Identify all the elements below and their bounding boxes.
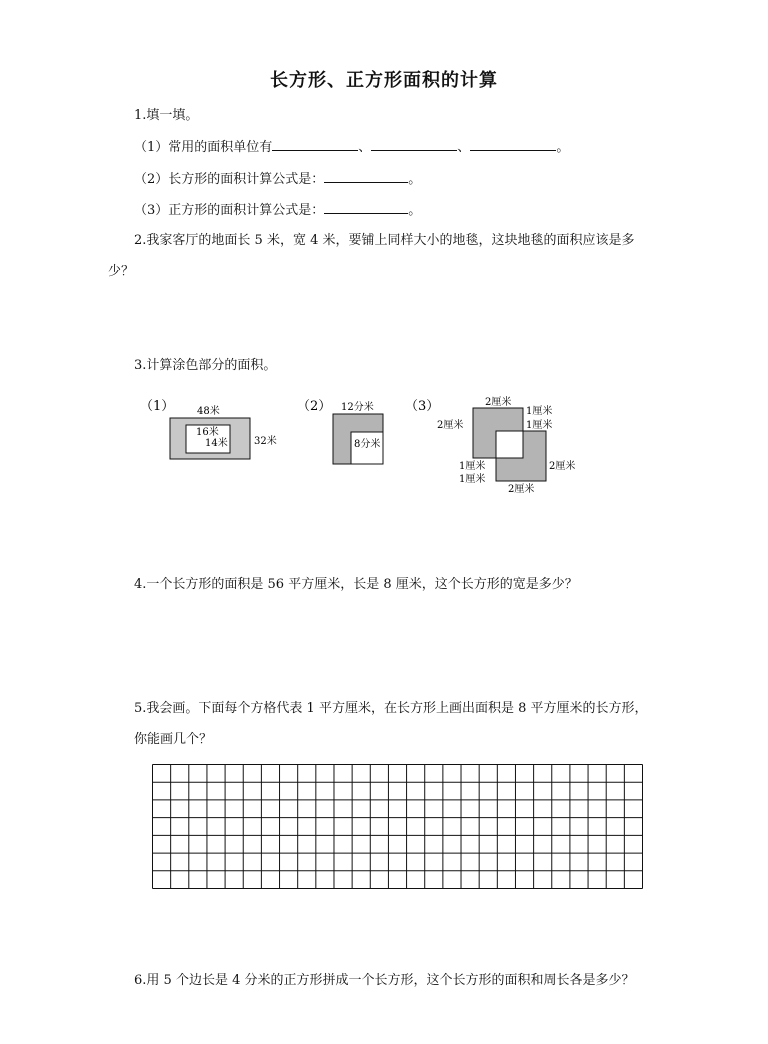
answer-blank-5[interactable] — [324, 201, 408, 214]
figure-1-inner-width: 16米 — [196, 427, 219, 438]
figure-2-inner-side: 8分米 — [354, 439, 381, 450]
figure-3-right-label-1: 1厘米 — [526, 406, 553, 417]
page-title: 长方形、正方形面积的计算 — [270, 70, 498, 91]
shaded-area-figures — [0, 388, 768, 500]
question-1-label: 1.填一填。 — [134, 108, 199, 123]
sub-3-prefix: （3）正方形的面积计算公式是： — [134, 203, 325, 218]
sentence-end: 。 — [408, 203, 422, 218]
square-grid[interactable] — [152, 764, 644, 890]
figure-1-number: （1） — [140, 399, 175, 414]
separator: 、 — [457, 140, 471, 155]
answer-blank-4[interactable] — [324, 170, 408, 183]
figure-2-number: （2） — [297, 399, 332, 414]
figure-3-left-label-1: 1厘米 — [459, 461, 486, 472]
question-6: 6.用 5 个边长是 4 分米的正方形拼成一个长方形，这个长方形的面积和周长各是多少？ — [134, 973, 635, 988]
figure-3-right-label: 2厘米 — [549, 461, 576, 472]
sentence-end: 。 — [408, 172, 422, 187]
figure-3-overlap-square — [496, 431, 523, 458]
question-5-line-1: 5.我会画。下面每个方格代表 1 平方厘米，在长方形上画出面积是 8 平方厘米的长方形， — [134, 701, 648, 716]
figure-3-left-label: 2厘米 — [437, 420, 464, 431]
answer-blank-2[interactable] — [371, 138, 457, 151]
sub-2-prefix: （2）长方形的面积计算公式是： — [134, 172, 325, 187]
figure-3-number: （3） — [405, 399, 440, 414]
answer-blank-1[interactable] — [272, 138, 358, 151]
question-3-label: 3.计算涂色部分的面积。 — [134, 358, 277, 373]
figure-1-inner-height: 14米 — [205, 438, 228, 449]
question-1-sub-3 — [134, 201, 421, 220]
question-4: 4.一个长方形的面积是 56 平方厘米，长是 8 厘米，这个长方形的宽是多少？ — [134, 577, 578, 592]
question-2-line-1: 2.我家客厅的地面长 5 米，宽 4 米，要铺上同样大小的地毯，这块地毯的面积应该是多 — [134, 233, 635, 248]
question-5-line-2: 你能画几个？ — [134, 732, 213, 747]
figure-3-left-label-2: 1厘米 — [459, 474, 486, 485]
figure-3-right-label-2: 1厘米 — [526, 420, 553, 431]
figure-3-top-label: 2厘米 — [485, 397, 512, 408]
sentence-end: 。 — [556, 140, 570, 155]
question-2-line-2: 少？ — [108, 264, 135, 279]
answer-blank-3[interactable] — [470, 138, 556, 151]
figure-2-outer-side: 12分米 — [341, 402, 374, 413]
figure-3-bottom-label: 2厘米 — [508, 484, 535, 495]
question-1-sub-1 — [134, 138, 569, 157]
separator: 、 — [358, 140, 372, 155]
question-1-sub-2 — [134, 170, 421, 189]
figure-1-outer-width: 48米 — [197, 406, 220, 417]
sub-1-prefix: （1）常用的面积单位有 — [134, 140, 273, 155]
figure-1-outer-height: 32米 — [254, 436, 277, 447]
